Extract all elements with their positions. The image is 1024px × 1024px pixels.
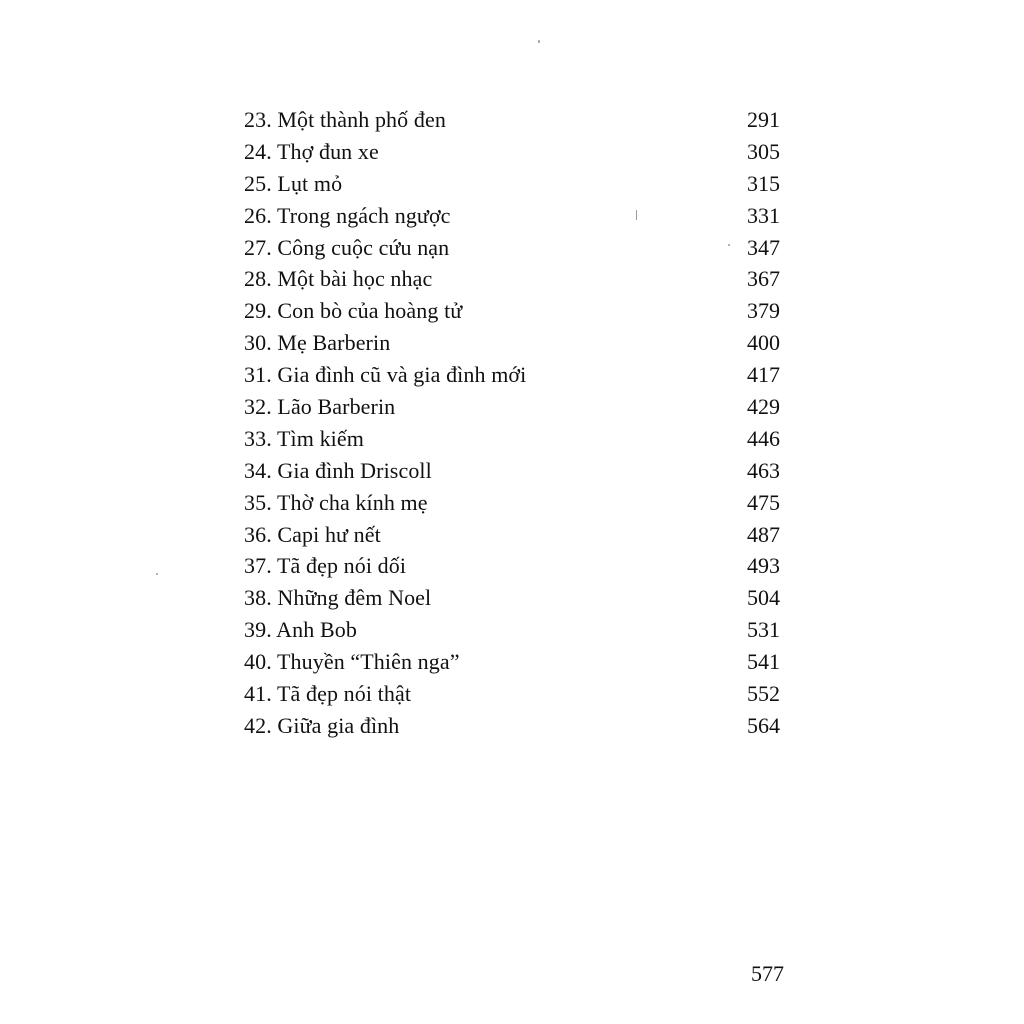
toc-entry-page: 315 <box>747 170 780 196</box>
toc-entry <box>244 487 784 519</box>
toc-entry-page: 429 <box>747 394 780 420</box>
toc-entry-page: 531 <box>747 617 780 643</box>
toc-entry <box>244 646 784 678</box>
toc-entry-page: 504 <box>747 585 780 611</box>
toc-entry-page: 493 <box>747 553 780 579</box>
toc-entry-page: 400 <box>747 330 780 356</box>
toc-entry-title: 38. Những đêm Noel <box>244 585 432 611</box>
toc-entry-title: 25. Lụt mỏ <box>244 170 343 196</box>
toc-entry <box>244 423 784 455</box>
toc-entry-page: 379 <box>747 298 780 324</box>
toc-entry <box>244 519 784 551</box>
toc-entry <box>244 678 784 710</box>
toc-entry-page: 331 <box>747 202 780 228</box>
toc-entry <box>244 455 784 487</box>
toc-entry <box>244 200 784 232</box>
toc-entry-title: 35. Thờ cha kính mẹ <box>244 489 428 515</box>
toc-entry <box>244 263 784 295</box>
toc-entry <box>244 295 784 327</box>
toc-entry-page: 347 <box>747 234 780 260</box>
toc-entry-page: 552 <box>747 681 780 707</box>
toc-entry-page: 417 <box>747 362 780 388</box>
toc-entry-page: 291 <box>747 107 780 132</box>
scan-speck <box>538 40 540 43</box>
toc-entry-title: 28. Một bài học nhạc <box>244 266 433 292</box>
toc-entry-title: 27. Công cuộc cứu nạn <box>244 234 450 260</box>
toc-entry-page: 463 <box>747 457 780 483</box>
toc-entry-title: 24. Thợ đun xe <box>244 138 379 164</box>
toc-entry <box>244 327 784 359</box>
table-of-contents <box>244 104 784 742</box>
toc-entry-title: 39. Anh Bob <box>244 617 357 643</box>
toc-entry-title: 32. Lão Barberin <box>244 394 396 420</box>
toc-entry-title: 31. Gia đình cũ và gia đình mới <box>244 362 527 388</box>
toc-entry-page: 475 <box>747 489 780 515</box>
scan-speck <box>156 573 158 575</box>
toc-entry <box>244 359 784 391</box>
toc-entry <box>244 136 784 168</box>
toc-entry <box>244 614 784 646</box>
toc-entry <box>244 232 784 264</box>
page-number: 577 <box>751 961 784 986</box>
toc-entry-title: 26. Trong ngách ngược <box>244 202 451 228</box>
toc-entry <box>244 391 784 423</box>
toc-entry-title: 33. Tìm kiếm <box>244 425 364 451</box>
toc-entry-page: 367 <box>747 266 780 292</box>
toc-entry-title: 30. Mẹ Barberin <box>244 330 391 356</box>
toc-entry-title: 34. Gia đình Driscoll <box>244 457 432 483</box>
toc-entry <box>244 168 784 200</box>
toc-entry-title: 42. Giữa gia đình <box>244 712 400 738</box>
toc-entry-page: 305 <box>747 138 780 164</box>
toc-entry-page: 564 <box>747 712 780 738</box>
toc-entry <box>244 582 784 614</box>
toc-entry <box>244 104 784 136</box>
toc-entry-title: 41. Tã đẹp nói thật <box>244 681 412 707</box>
toc-entry-title: 37. Tã đẹp nói dối <box>244 553 407 579</box>
toc-entry <box>244 550 784 582</box>
toc-entry-title: 29. Con bò của hoàng tử <box>244 298 463 324</box>
toc-entry-page: 541 <box>747 649 780 675</box>
toc-entry-page: 487 <box>747 521 780 547</box>
toc-entry-page: 446 <box>747 425 780 451</box>
toc-entry-title: 36. Capi hư nết <box>244 521 381 547</box>
toc-entry-title: 23. Một thành phố đen <box>244 107 446 132</box>
toc-entry <box>244 710 784 742</box>
toc-entry-title: 40. Thuyền “Thiên nga” <box>244 649 460 675</box>
